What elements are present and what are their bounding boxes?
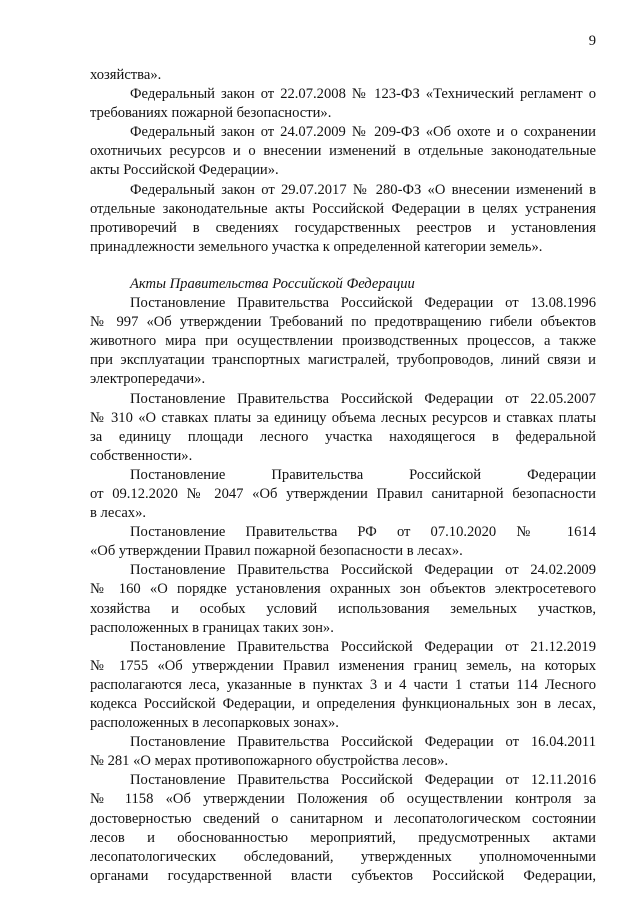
text-line: требованиях пожарной безопасности». (90, 105, 332, 122)
text-line: акты Российской Федерации». (90, 162, 279, 179)
text-line: № 997 «Об утверждении Требований по предотвращению гибели объектов (90, 314, 596, 331)
text-line: № 1158 «Об утверждении Положения об осуществлении контроля за (90, 791, 596, 808)
text-line: Постановление Правительства Российской Федерации от 12.11.2016 (130, 772, 596, 789)
text-line: Постановление Правительства Российской Федерации от 24.02.2009 (130, 562, 596, 579)
text-line: Постановление Правительства Российской Федерации от 21.12.2019 (130, 638, 596, 655)
text-line: отдельные законодательные акты Российской Федерации в целях устранения (90, 200, 596, 217)
text-line: Постановление Правительства Российской Федерации от 13.08.1996 (130, 295, 596, 312)
text-line: расположенных в лесопарковых зонах». (90, 715, 339, 732)
text-line: № 160 «О порядке установления охранных зон объектов электросетевого (90, 581, 596, 598)
text-line: при эксплуатации транспортных магистралей, трубопроводов, линий связи и (90, 352, 596, 369)
text-line: Федеральный закон от 24.07.2009 № 209-ФЗ «Об охоте и о сохранении (130, 124, 596, 141)
text-line: лесопатологических обследований, утвержденных уполномоченными (90, 848, 596, 865)
text-line: противоречий в сведениях государственных реестров и установления (90, 219, 596, 236)
document-body (90, 66, 596, 886)
text-line: животного мира при осуществлении производственных процессов, а также (90, 333, 596, 350)
text-line: в лесах». (90, 505, 147, 522)
text-line: располагаются леса, указанные в пунктах 3 и 4 части 1 статьи 114 Лесного (90, 676, 596, 693)
text-line: достоверностью сведений о санитарном и лесопатологическом состоянии (90, 810, 596, 827)
text-line: принадлежности земельного участка к определенной категории земель». (90, 238, 543, 255)
text-line: за единицу площади лесного участка находящегося в федеральной (90, 428, 596, 445)
text-line: № 1755 «Об утверждении Правил изменения границ земель, на которых (90, 657, 596, 674)
text-line: расположенных в границах таких зон». (90, 619, 334, 636)
text-line: «Об утверждении Правил пожарной безопасности в лесах». (90, 543, 463, 560)
text-line: лесов и обоснованностью мероприятий, предусмотренных актами (90, 829, 596, 846)
text-line: Постановление Правительства Российской Федерации от 16.04.2011 (130, 734, 596, 751)
text-line: электропередачи». (90, 371, 206, 388)
section-gap (90, 257, 596, 275)
text-line: от 09.12.2020 № 2047 «Об утверждении Правил санитарной безопасности (90, 485, 596, 502)
section-heading: Акты Правительства Российской Федерации (130, 275, 415, 292)
text-line: Федеральный закон от 29.07.2017 № 280-ФЗ «О внесении изменений в (130, 181, 596, 198)
text-line: Постановление Правительства Российской Федерации (130, 466, 596, 483)
text-line: № 310 «О ставках платы за единицу объема лесных ресурсов и ставках платы (90, 409, 596, 426)
text-line: Постановление Правительства РФ от 07.10.2020 № 1614 (130, 524, 596, 541)
page-number: 9 (588, 33, 596, 49)
text-line: органами государственной власти субъектов Российской Федерации, (90, 867, 596, 884)
text-line: Федеральный закон от 22.07.2008 № 123-ФЗ «Технический регламент о (130, 86, 596, 103)
text-line: охотничьих ресурсов и о внесении изменений в отдельные законодательные (90, 143, 596, 160)
text-line: собственности». (90, 447, 193, 464)
text-line: хозяйства и особых условий использования земельных участков, (90, 600, 596, 617)
text-line: № 281 «О мерах противопожарного обустройства лесов». (90, 753, 449, 770)
text-line: хозяйства». (90, 67, 162, 83)
text-line: Постановление Правительства Российской Федерации от 22.05.2007 (130, 390, 596, 407)
text-line: кодекса Российской Федерации, и определения функциональных зон в лесах, (90, 696, 596, 712)
